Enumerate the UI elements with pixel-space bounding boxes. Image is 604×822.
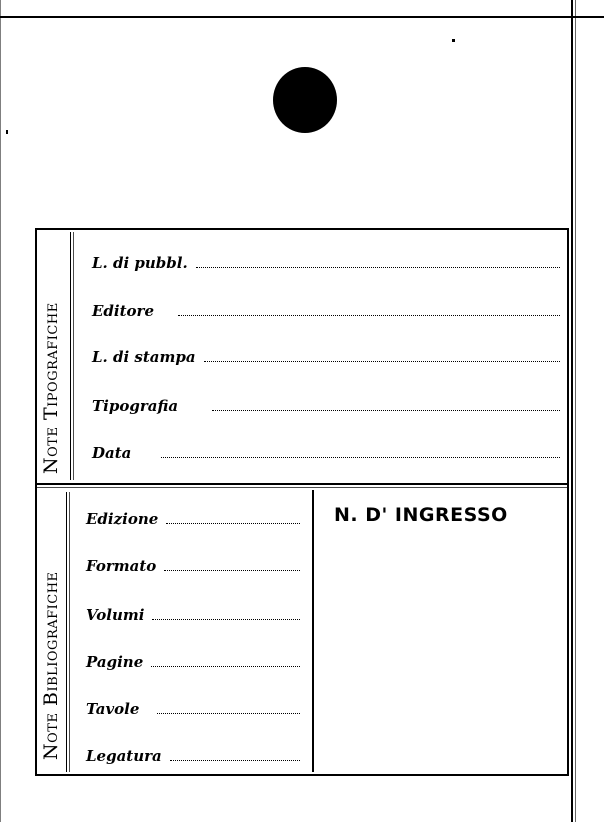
field-blank <box>166 523 300 524</box>
accession-divider <box>312 490 314 772</box>
typographic-section-title: Note Tipografiche <box>40 302 62 474</box>
field-data[interactable] <box>92 444 560 462</box>
field-blank <box>161 457 560 458</box>
field-pagine[interactable] <box>86 653 300 671</box>
field-luogo-pubblicazione[interactable] <box>92 254 560 272</box>
card-top-edge <box>0 16 604 18</box>
field-edizione[interactable] <box>86 510 300 528</box>
field-blank <box>151 666 300 667</box>
field-blank <box>196 267 560 268</box>
speck <box>6 130 8 134</box>
field-blank <box>212 410 560 411</box>
bibliographic-section-title: Note Bibliografiche <box>40 571 62 760</box>
field-blank <box>164 570 300 571</box>
field-label: Editore <box>92 302 154 320</box>
bibliographic-title-divider-inner <box>69 492 70 772</box>
card-right-edge <box>571 0 573 822</box>
accession-number-area[interactable] <box>320 540 564 768</box>
card-right-edge-shadow <box>575 0 576 822</box>
speck <box>452 39 455 42</box>
field-formato[interactable] <box>86 557 300 575</box>
field-blank <box>157 713 300 714</box>
typographic-title-divider-inner <box>73 232 74 480</box>
bibliographic-title-divider <box>66 492 67 772</box>
field-blank <box>204 361 560 362</box>
field-volumi[interactable] <box>86 606 300 624</box>
field-blank <box>178 315 560 316</box>
field-luogo-stampa[interactable] <box>92 348 560 366</box>
section-divider <box>37 483 567 485</box>
field-label: Tipografia <box>92 397 179 415</box>
field-blank <box>170 760 300 761</box>
punch-hole <box>273 67 337 133</box>
field-tipografia[interactable] <box>92 397 560 415</box>
field-tavole[interactable] <box>86 700 300 718</box>
field-label: L. di stampa <box>92 348 196 366</box>
typographic-title-divider <box>70 232 71 480</box>
field-label: Pagine <box>86 653 144 671</box>
card-left-edge <box>0 0 1 822</box>
field-label: Legatura <box>86 747 162 765</box>
field-blank <box>152 619 300 620</box>
field-editore[interactable] <box>92 302 560 320</box>
field-legatura[interactable] <box>86 747 300 765</box>
field-label: Formato <box>86 557 157 575</box>
field-label: Edizione <box>86 510 159 528</box>
accession-number-label: N. D' INGRESSO <box>334 504 508 526</box>
field-label: L. di pubbl. <box>92 254 188 272</box>
field-label: Data <box>92 444 132 462</box>
field-label: Tavole <box>86 700 140 718</box>
field-label: Volumi <box>86 606 145 624</box>
section-divider-inner <box>37 487 567 488</box>
